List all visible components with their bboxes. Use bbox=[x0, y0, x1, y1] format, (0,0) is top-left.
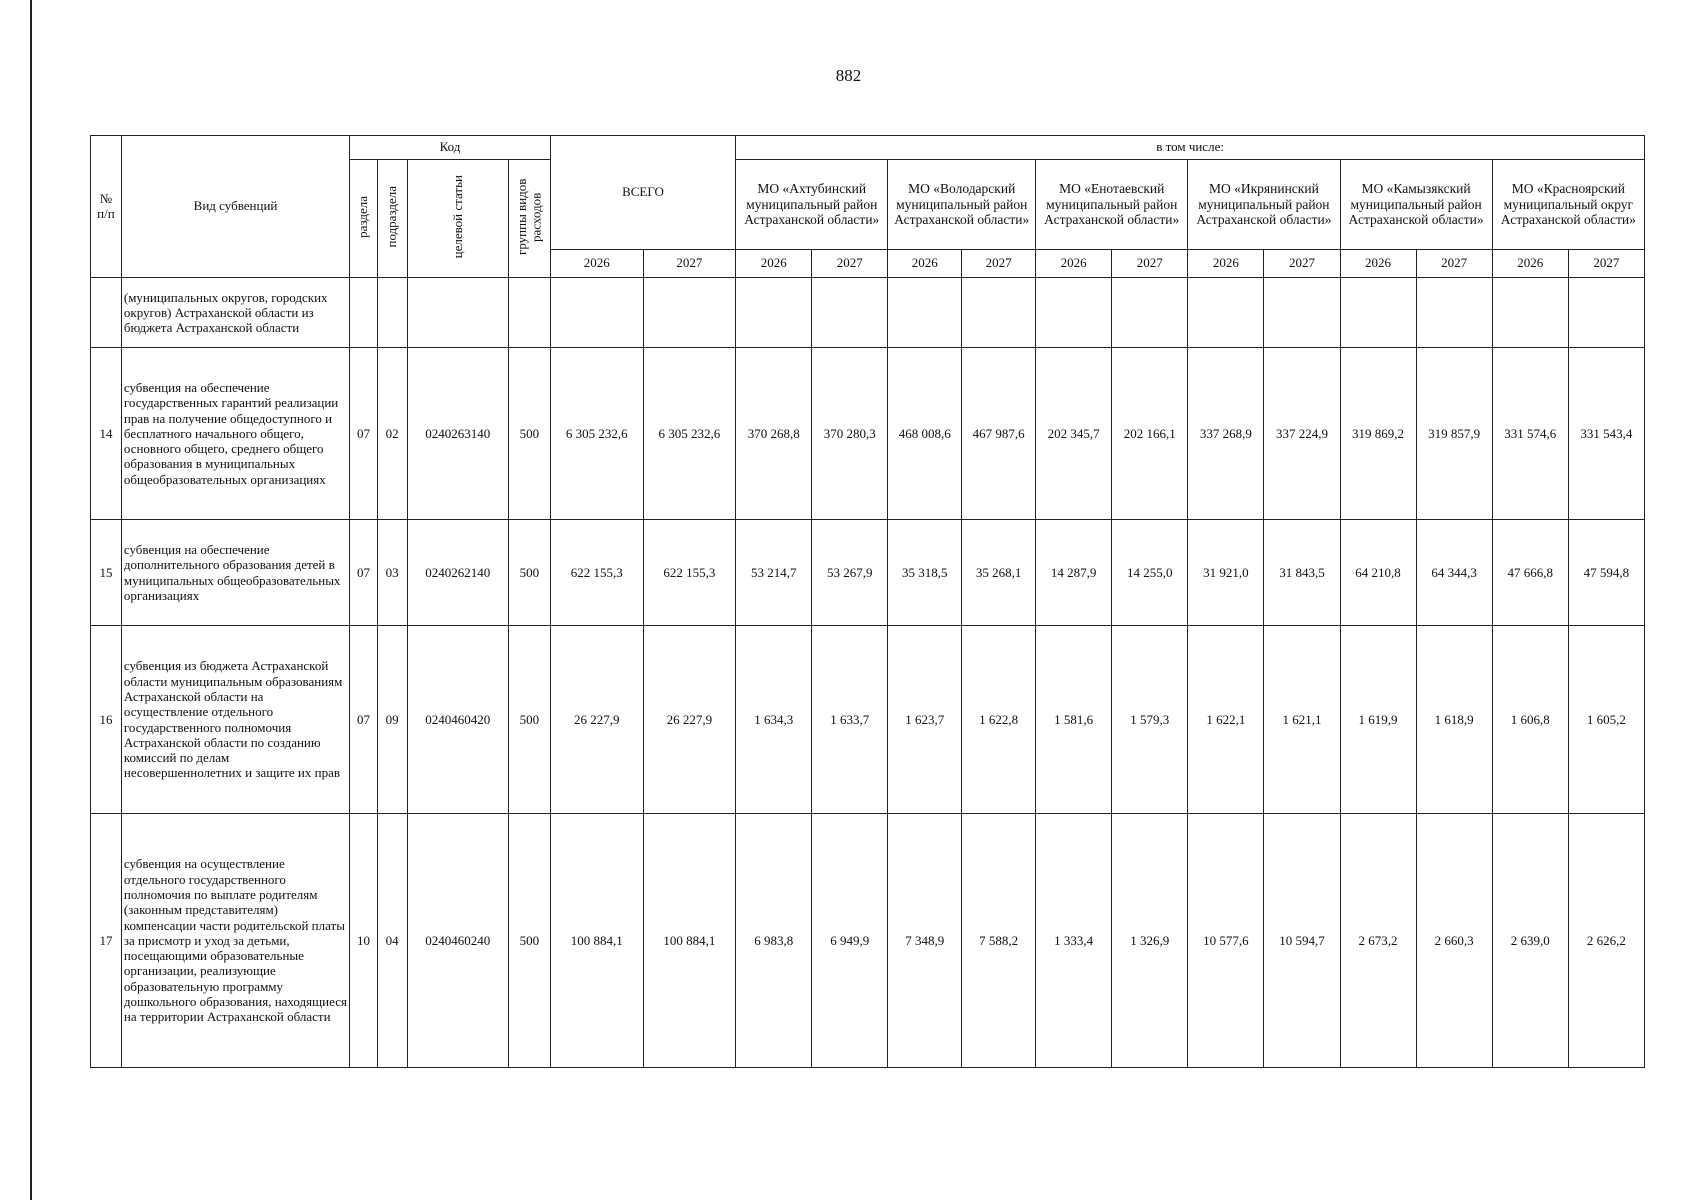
value-cell bbox=[888, 278, 962, 348]
year-header: 2026 bbox=[550, 250, 643, 278]
row-group: 500 bbox=[508, 520, 550, 626]
value-cell bbox=[736, 278, 812, 348]
value-cell: 31 843,5 bbox=[1264, 520, 1340, 626]
header-expense-group bbox=[508, 160, 550, 278]
value-cell bbox=[1492, 278, 1568, 348]
header-target bbox=[407, 160, 508, 278]
year-header: 2027 bbox=[1568, 250, 1644, 278]
row-description: субвенция на обеспечение дополнительного образования детей в муниципальных общеобразовательных организациях bbox=[121, 520, 349, 626]
value-cell: 26 227,9 bbox=[643, 626, 736, 814]
table-body bbox=[91, 278, 1645, 1068]
value-cell: 1 623,7 bbox=[888, 626, 962, 814]
row-number bbox=[91, 278, 122, 348]
value-cell: 53 267,9 bbox=[812, 520, 888, 626]
value-cell: 1 581,6 bbox=[1036, 626, 1112, 814]
value-cell: 622 155,3 bbox=[550, 520, 643, 626]
header-subsection bbox=[377, 160, 407, 278]
row-target: 0240460240 bbox=[407, 814, 508, 1068]
value-cell bbox=[1568, 278, 1644, 348]
value-cell: 47 666,8 bbox=[1492, 520, 1568, 626]
value-cell: 202 345,7 bbox=[1036, 348, 1112, 520]
value-cell bbox=[812, 278, 888, 348]
header-no: № п/п bbox=[91, 136, 122, 278]
value-cell: 2 660,3 bbox=[1416, 814, 1492, 1068]
municipality-header: МО «Красноярский муниципальный округ Астраханской области» bbox=[1492, 160, 1644, 250]
header-total: ВСЕГО bbox=[550, 136, 735, 250]
value-cell: 331 543,4 bbox=[1568, 348, 1644, 520]
value-cell: 1 633,7 bbox=[812, 626, 888, 814]
value-cell: 26 227,9 bbox=[550, 626, 643, 814]
year-header: 2026 bbox=[1188, 250, 1264, 278]
table-row bbox=[91, 520, 1645, 626]
year-header: 2026 bbox=[1492, 250, 1568, 278]
municipality-header: МО «Икрянинский муниципальный район Астраханской области» bbox=[1188, 160, 1340, 250]
value-cell bbox=[1416, 278, 1492, 348]
row-group: 500 bbox=[508, 348, 550, 520]
table-row bbox=[91, 348, 1645, 520]
row-subsection: 04 bbox=[377, 814, 407, 1068]
value-cell: 1 605,2 bbox=[1568, 626, 1644, 814]
row-group bbox=[508, 278, 550, 348]
value-cell: 319 869,2 bbox=[1340, 348, 1416, 520]
value-cell: 202 166,1 bbox=[1112, 348, 1188, 520]
header-name: Вид субвенций bbox=[121, 136, 349, 278]
value-cell: 337 268,9 bbox=[1188, 348, 1264, 520]
value-cell: 2 639,0 bbox=[1492, 814, 1568, 1068]
year-header: 2026 bbox=[888, 250, 962, 278]
value-cell: 14 287,9 bbox=[1036, 520, 1112, 626]
row-subsection: 09 bbox=[377, 626, 407, 814]
row-section: 07 bbox=[350, 626, 378, 814]
row-target: 0240262140 bbox=[407, 520, 508, 626]
value-cell: 1 606,8 bbox=[1492, 626, 1568, 814]
value-cell: 53 214,7 bbox=[736, 520, 812, 626]
subventions-table bbox=[90, 135, 1645, 1068]
row-section: 07 bbox=[350, 520, 378, 626]
value-cell: 467 987,6 bbox=[962, 348, 1036, 520]
row-number: 16 bbox=[91, 626, 122, 814]
year-header: 2027 bbox=[1416, 250, 1492, 278]
value-cell: 6 983,8 bbox=[736, 814, 812, 1068]
value-cell: 47 594,8 bbox=[1568, 520, 1644, 626]
header-section-text: раздела bbox=[355, 195, 371, 238]
value-cell: 370 280,3 bbox=[812, 348, 888, 520]
row-section: 10 bbox=[350, 814, 378, 1068]
value-cell: 1 622,1 bbox=[1188, 626, 1264, 814]
year-header: 2027 bbox=[1112, 250, 1188, 278]
row-number: 17 bbox=[91, 814, 122, 1068]
municipality-header: МО «Енотаевский муниципальный район Астраханской области» bbox=[1036, 160, 1188, 250]
row-description: субвенция на обеспечение государственных гарантий реализации прав на получение общедоступного и бесплатного начального общего, основного общего, среднего общего образования в муниципальных общеобразовательных организациях bbox=[121, 348, 349, 520]
value-cell: 64 344,3 bbox=[1416, 520, 1492, 626]
row-subsection: 03 bbox=[377, 520, 407, 626]
value-cell: 1 579,3 bbox=[1112, 626, 1188, 814]
value-cell: 2 673,2 bbox=[1340, 814, 1416, 1068]
row-subsection bbox=[377, 278, 407, 348]
year-header: 2027 bbox=[962, 250, 1036, 278]
row-section: 07 bbox=[350, 348, 378, 520]
value-cell: 331 574,6 bbox=[1492, 348, 1568, 520]
row-group: 500 bbox=[508, 626, 550, 814]
year-header: 2026 bbox=[1340, 250, 1416, 278]
table-row bbox=[91, 626, 1645, 814]
year-header: 2027 bbox=[1264, 250, 1340, 278]
header-subsection-text: подраздела bbox=[383, 185, 399, 248]
table-row bbox=[91, 814, 1645, 1068]
row-description: субвенция из бюджета Астраханской области муниципальным образованиям Астраханской области на осуществление отдельного государственного полномочия Астраханской области по созданию комиссий по делам несовершеннолетних и защите их прав bbox=[121, 626, 349, 814]
value-cell: 370 268,8 bbox=[736, 348, 812, 520]
row-number: 14 bbox=[91, 348, 122, 520]
value-cell: 2 626,2 bbox=[1568, 814, 1644, 1068]
value-cell: 1 619,9 bbox=[1340, 626, 1416, 814]
value-cell: 1 634,3 bbox=[736, 626, 812, 814]
value-cell: 35 318,5 bbox=[888, 520, 962, 626]
value-cell: 1 621,1 bbox=[1264, 626, 1340, 814]
value-cell: 31 921,0 bbox=[1188, 520, 1264, 626]
year-header: 2026 bbox=[1036, 250, 1112, 278]
row-number: 15 bbox=[91, 520, 122, 626]
header-code: Код bbox=[350, 136, 551, 160]
page-number: 882 bbox=[835, 66, 862, 85]
row-description: субвенция на осуществление отдельного государственного полномочия по выплате родителям (законным представителям) компенсации части родительской платы за присмотр и уход за детьми, посещающими образовательные организации, реализующие образовательную программу дошкольного образования, находящиеся на территории Астраханской области bbox=[121, 814, 349, 1068]
value-cell: 1 618,9 bbox=[1416, 626, 1492, 814]
value-cell: 7 348,9 bbox=[888, 814, 962, 1068]
value-cell: 1 333,4 bbox=[1036, 814, 1112, 1068]
value-cell: 1 622,8 bbox=[962, 626, 1036, 814]
value-cell bbox=[962, 278, 1036, 348]
municipality-header: МО «Ахтубинский муниципальный район Астраханской области» bbox=[736, 160, 888, 250]
row-target: 0240460420 bbox=[407, 626, 508, 814]
value-cell: 100 884,1 bbox=[550, 814, 643, 1068]
value-cell: 35 268,1 bbox=[962, 520, 1036, 626]
value-cell: 319 857,9 bbox=[1416, 348, 1492, 520]
value-cell bbox=[1264, 278, 1340, 348]
row-description: (муниципальных округов, городских округов) Астраханской области из бюджета Астраханской области bbox=[121, 278, 349, 348]
value-cell bbox=[1112, 278, 1188, 348]
value-cell: 468 008,6 bbox=[888, 348, 962, 520]
row-target bbox=[407, 278, 508, 348]
header-section bbox=[350, 160, 378, 278]
value-cell: 64 210,8 bbox=[1340, 520, 1416, 626]
row-group: 500 bbox=[508, 814, 550, 1068]
year-header: 2026 bbox=[736, 250, 812, 278]
value-cell: 622 155,3 bbox=[643, 520, 736, 626]
value-cell: 6 305 232,6 bbox=[550, 348, 643, 520]
value-cell: 7 588,2 bbox=[962, 814, 1036, 1068]
value-cell: 10 594,7 bbox=[1264, 814, 1340, 1068]
value-cell bbox=[643, 278, 736, 348]
municipality-header: МО «Камызякский муниципальный район Астраханской области» bbox=[1340, 160, 1492, 250]
value-cell: 6 305 232,6 bbox=[643, 348, 736, 520]
row-target: 0240263140 bbox=[407, 348, 508, 520]
header-including: в том числе: bbox=[736, 136, 1645, 160]
value-cell bbox=[1036, 278, 1112, 348]
header-expense-group-text: группы видов расходов bbox=[514, 178, 544, 255]
year-header: 2027 bbox=[812, 250, 888, 278]
year-header: 2027 bbox=[643, 250, 736, 278]
value-cell: 100 884,1 bbox=[643, 814, 736, 1068]
value-cell: 10 577,6 bbox=[1188, 814, 1264, 1068]
value-cell: 14 255,0 bbox=[1112, 520, 1188, 626]
table-row bbox=[91, 278, 1645, 348]
value-cell: 6 949,9 bbox=[812, 814, 888, 1068]
value-cell: 337 224,9 bbox=[1264, 348, 1340, 520]
table-header bbox=[91, 136, 1645, 278]
row-subsection: 02 bbox=[377, 348, 407, 520]
municipality-header: МО «Володарский муниципальный район Астраханской области» bbox=[888, 160, 1036, 250]
value-cell bbox=[1188, 278, 1264, 348]
value-cell bbox=[1340, 278, 1416, 348]
value-cell: 1 326,9 bbox=[1112, 814, 1188, 1068]
header-target-text: целевой статьи bbox=[449, 174, 465, 259]
binding-line bbox=[30, 0, 32, 1200]
row-section bbox=[350, 278, 378, 348]
value-cell bbox=[550, 278, 643, 348]
